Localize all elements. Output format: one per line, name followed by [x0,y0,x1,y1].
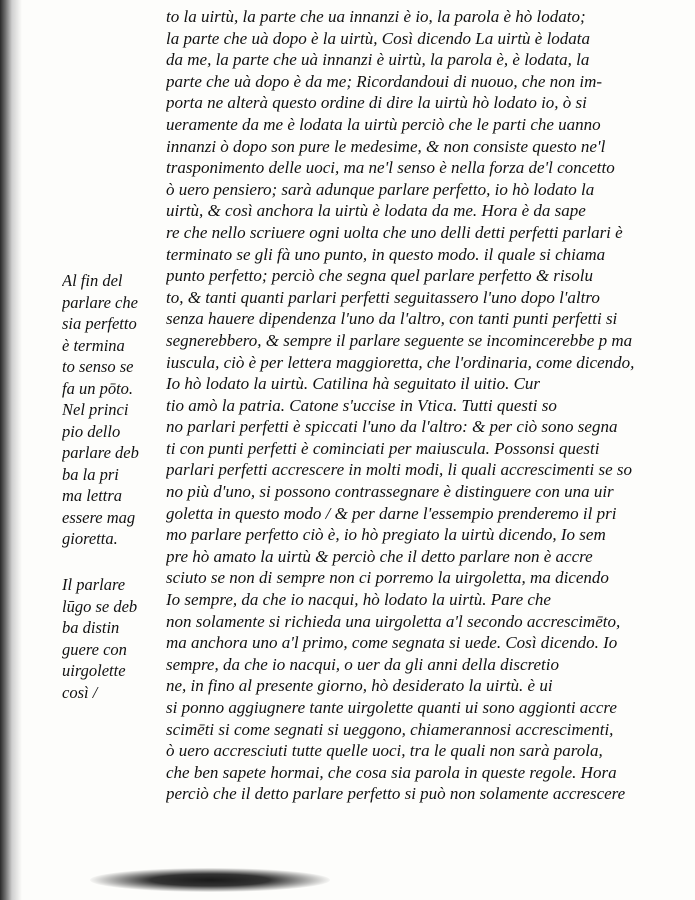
text-line: pre hò amato la uirtù & perciò che il detto parlare non è accre [166,546,593,566]
text-line: sempre, da che io nacqui, o uer da gli anni della discretio [166,654,559,674]
marginal-note-line: Il parlare [62,575,126,594]
text-line: no più d'uno, si possono contrassegnare è distinguere con una uir [166,482,614,502]
marginal-note-line: Nel princi [62,400,129,419]
marginal-note-line: gioretta. [62,529,118,548]
text-line: parlari perfetti accrescere in molti modi, li quali accrescimenti se so [166,460,632,480]
marginal-note-line: uirgolette [62,661,126,680]
text-line: uirtù, & così anchora la uirtù è lodata da me. Hora è da sape [166,201,586,221]
marginal-note-line: fa un pōto. [62,378,134,398]
text-line: la parte che uà dopo è la uirtù, Così dicendo La uirtù è lodata [166,28,591,48]
marginal-note-line: to senso se [62,357,134,376]
text-line: re che nello scriuere ogni uolta che uno delli detti perfetti parlari è [166,222,623,242]
text-line: ueramente da me è lodata la uirtù perciò che le parti che uanno [166,114,601,134]
text-line: innanzi ò dopo son pure le medesime, & non consiste questo ne'l [166,136,606,156]
text-line: scimēti si come segnati si ueggono, chiamerannosi accrescimenti, [166,719,614,739]
text-line: terminato se gli fà uno punto, in questo modo. il quale si chiama [166,244,606,264]
text-line: no parlari perfetti è spiccati l'uno da l'altro: & per ciò sono segna [166,417,618,437]
text-line: iuscula, ciò è per lettera maggioretta, che l'ordinaria, come dicendo, [166,352,635,372]
text-line: trasponimento delle uoci, ma ne'l senso è nella forza de'l concetto [166,158,615,178]
text-line: tio amò la patria. Catone s'uccise in Vtica. Tutti questi so [166,395,557,415]
main-text-block [166,6,656,805]
marginal-note-punto-perfetto [62,270,158,550]
marginal-note-line: ma lettra [62,486,123,505]
text-line: parte che uà dopo è da me; Ricordandoui di nuouo, che non im- [166,71,603,91]
marginal-note-line: Al fin del [62,271,123,290]
text-line: to, & tanti quanti parlari perfetti seguitassero l'uno dopo l'altro [166,287,600,307]
text-line: ti con punti perfetti è cominciati per maiuscula. Possonsi questi [166,438,600,458]
text-line: ne, in fino al presente giorno, hò desiderato la uirtù. è ui [166,676,553,696]
text-line: non solamente si richieda una uirgoletta a'l secondo accrescimēto, [166,611,621,631]
text-line: si ponno aggiugnere tante uirgolette quanti ui sono aggionti accre [166,698,617,717]
marginal-note-line: parlare deb [62,443,139,462]
marginal-note-line: lūgo se deb [62,596,138,616]
marginal-note-line: pio dello [62,421,121,441]
text-line: segnerebbero, & sempre il parlare seguente se incomincerebbe p ma [166,330,633,350]
text-line: perciò che il detto parlare perfetto si può non solamente accrescere [166,784,626,804]
text-line: to la uirtù, la parte che ua innanzi è io, la parola è hò lodato; [166,7,586,26]
text-line: ò uero pensiero; sarà adunque parlare perfetto, io hò lodato la [166,179,595,199]
text-line: Io hò lodato la uirtù. Catilina hà seguitato il uitio. Cur [166,374,541,394]
marginal-note-virgolette [62,574,158,703]
marginal-note-line: guere con [62,639,127,659]
text-line: mo parlare perfetto ciò è, io hò pregiato la uirtù dicendo, Io sem [166,525,606,545]
marginal-note-line: ba distin [62,618,120,637]
text-line: porta ne alterà questo ordine di dire la uirtù hò lodato io, ò si [166,93,587,113]
text-line: da me, la parte che uà innanzi è uirtù, la parola è, è lodata, la [166,50,590,70]
text-line: senza hauere dipendenza l'uno da l'altro, con tanti punti perfetti si [166,309,618,329]
text-line: che ben sapete hormai, che cosa sia parola in queste regole. Hora [166,762,617,782]
marginal-note-line: essere mag [62,507,136,527]
marginal-note-line: ba la pri [62,464,119,484]
marginal-note-line: è termina [62,335,125,355]
text-line: punto perfetto; perciò che segna quel parlare perfetto & risolu [166,266,593,286]
marginal-note-line: sia perfetto [62,314,137,333]
text-line: ma anchora uno a'l primo, come segnata si uede. Così dicendo. Io [166,633,618,653]
page-gutter-shadow [0,0,22,900]
page-bottom-shadow [90,868,330,892]
marginal-note-line: così / [62,682,98,702]
text-line: ò uero accresciuti tutte quelle uoci, tra le quali non sarà parola, [166,741,603,761]
text-line: sciuto se non di sempre non ci porremo la uirgoletta, ma dicendo [166,568,609,588]
marginal-note-line: parlare che [62,292,138,312]
text-line: goletta in questo modo / & per darne l'essempio prenderemo il pri [166,503,617,523]
text-line: Io sempre, da che io nacqui, hò lodato la uirtù. Pare che [166,590,551,610]
